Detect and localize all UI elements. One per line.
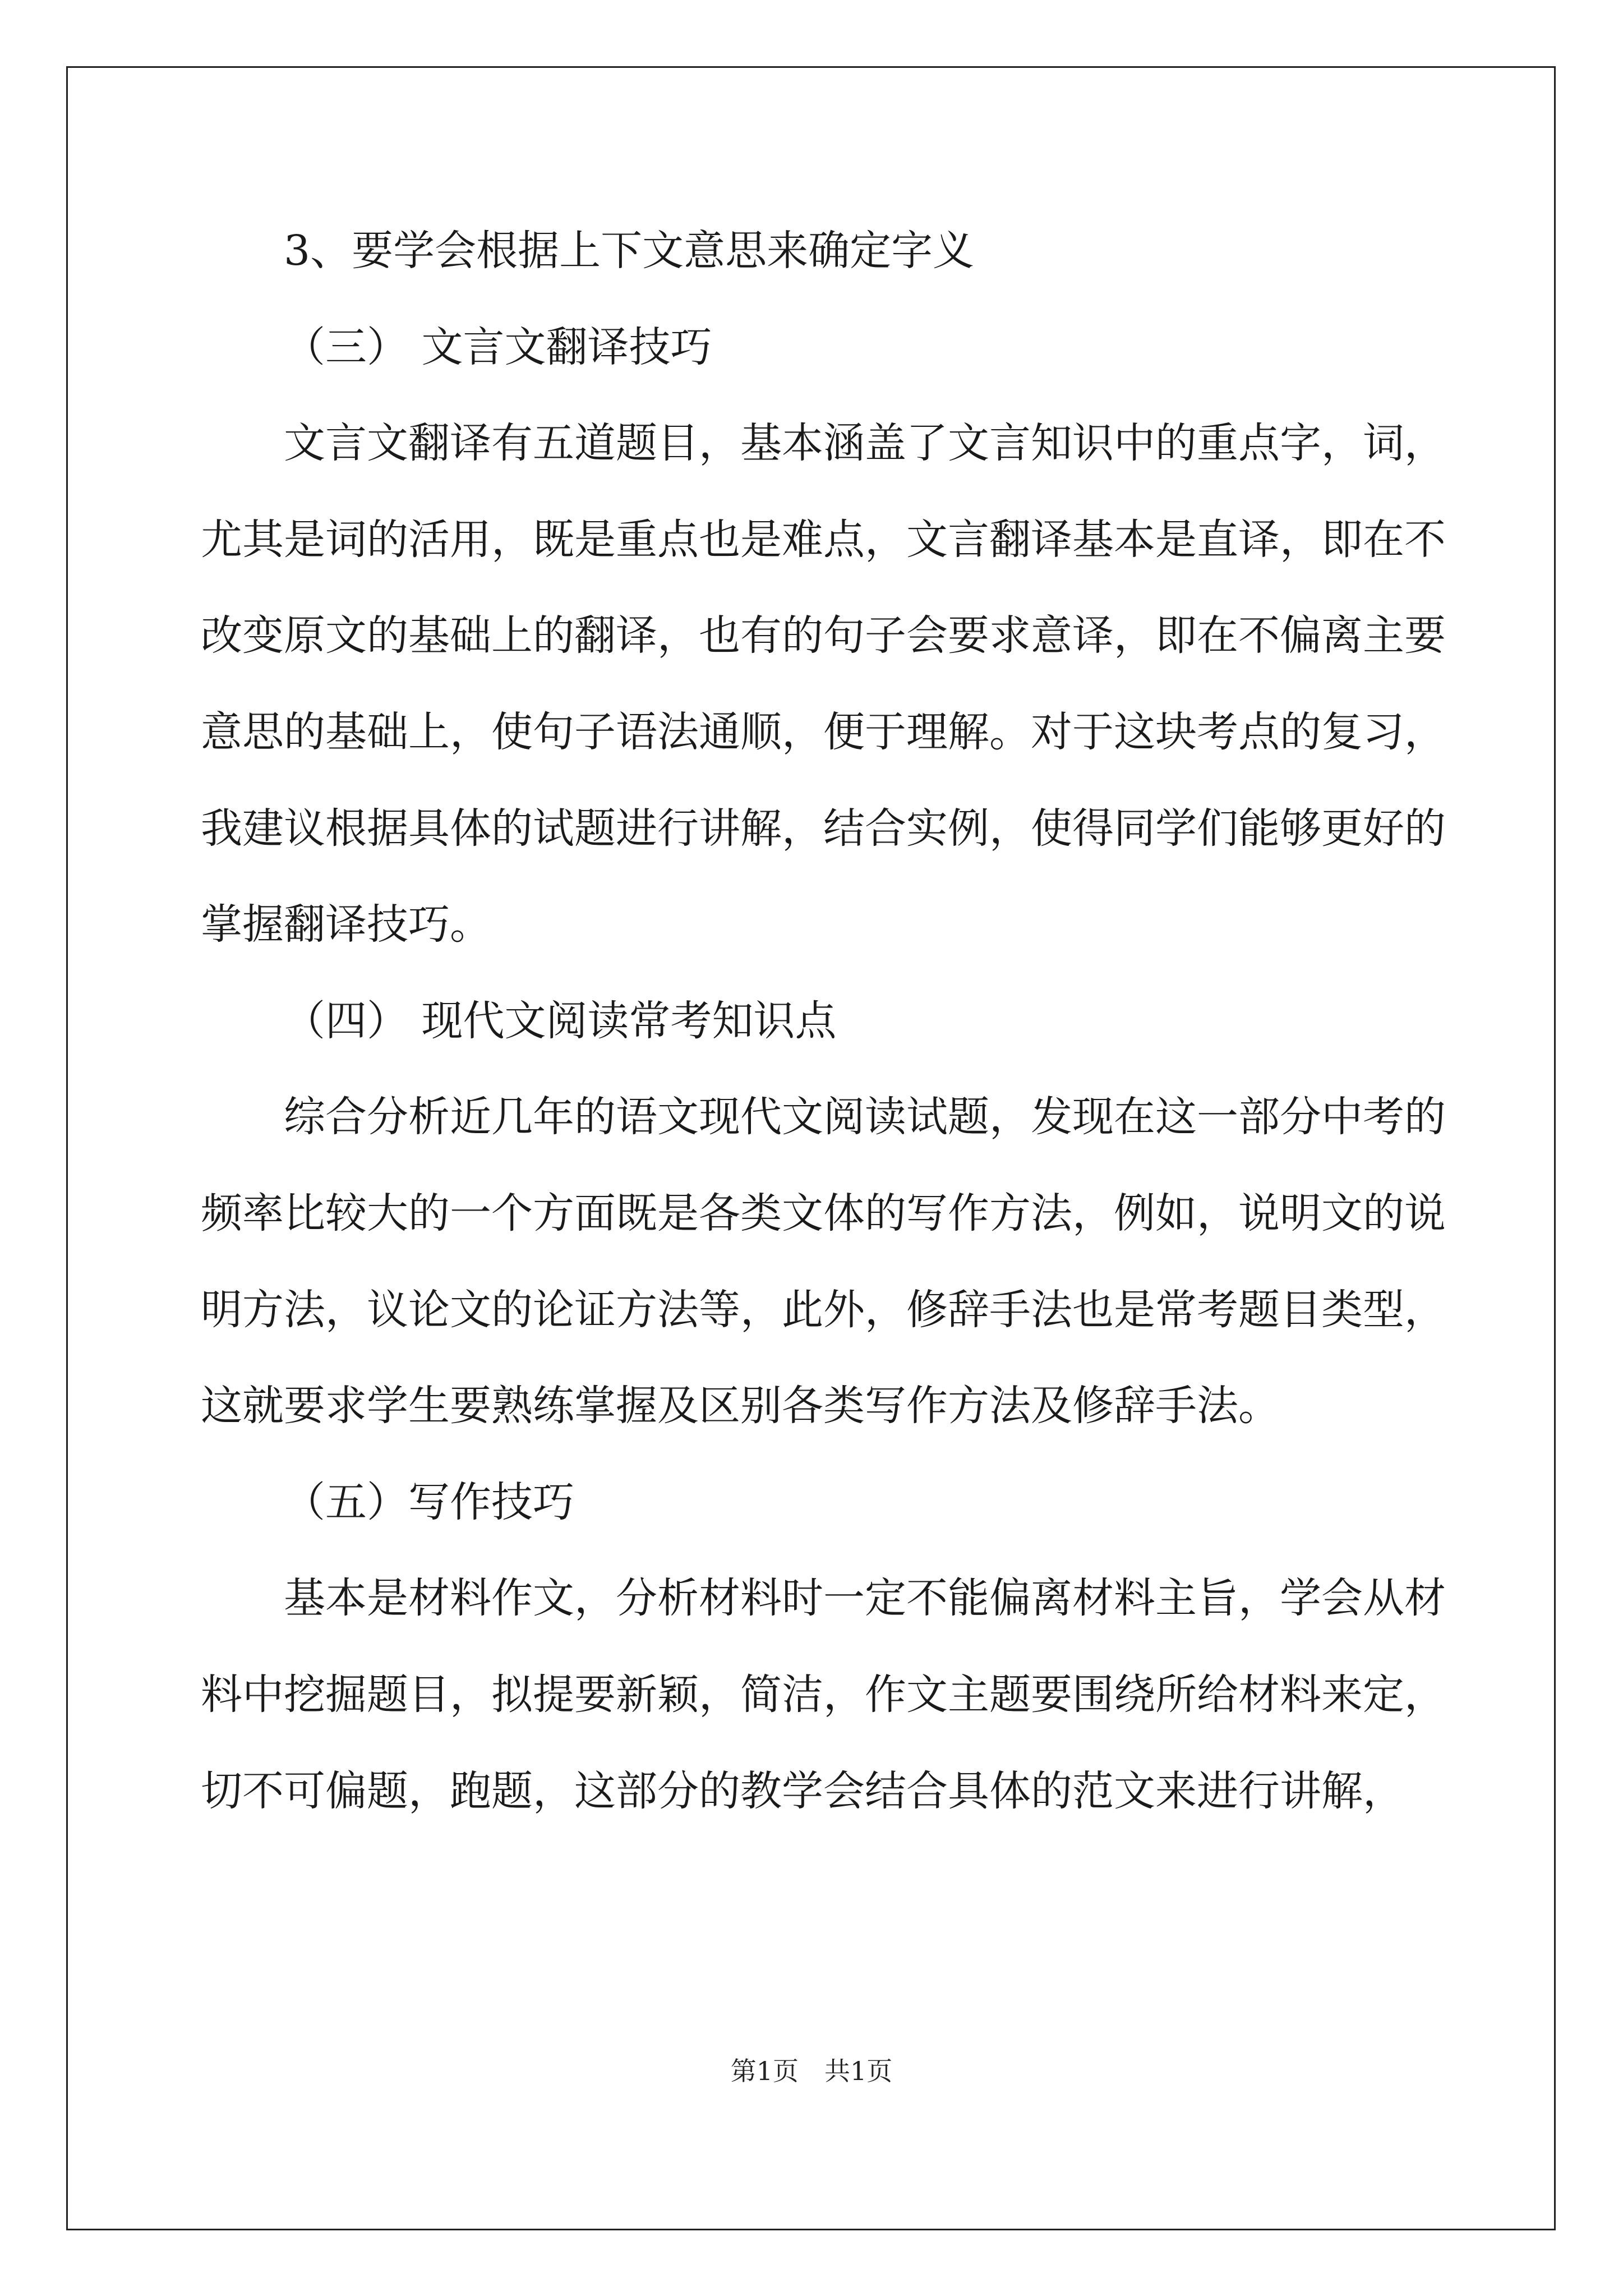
text-line: （四） 现代文阅读常考知识点 [284, 996, 837, 1045]
text-line: 料中挖掘题目，拟提要新颖，简洁，作文主题要围绕所给材料来定， [201, 1670, 1446, 1719]
text-line: 掌握翻译技巧。 [201, 900, 491, 949]
text-line: 基本是材料作文，分析材料时一定不能偏离材料主旨，学会从材 [284, 1574, 1446, 1623]
text-line: （五）写作技巧 [284, 1478, 574, 1526]
text-line: 意思的基础上，使句子语法通顺，便于理解。对于这块考点的复习， [201, 707, 1446, 756]
text-line: （三） 文言文翻译技巧 [284, 323, 712, 371]
text-line: 改变原文的基础上的翻译，也有的句子会要求意译，即在不偏离主要 [201, 611, 1446, 660]
text-line: 我建议根据具体的试题进行讲解，结合实例，使得同学们能够更好的 [201, 804, 1446, 853]
text-line: 明方法，议论文的论证方法等，此外，修辞手法也是常考题目类型， [201, 1285, 1446, 1334]
page-footer [0, 2054, 1623, 2088]
page-number-current: 第1页 [730, 2056, 799, 2086]
text-line: 文言文翻译有五道题目，基本涵盖了文言知识中的重点字，词， [284, 419, 1446, 468]
text-line: 综合分析近几年的语文现代文阅读试题，发现在这一部分中考的 [284, 1093, 1446, 1142]
text-line: 这就要求学生要熟练掌握及区别各类写作方法及修辞手法。 [201, 1382, 1280, 1430]
page-number-total: 共1页 [824, 2056, 893, 2086]
text-line: 3、要学会根据上下文意思来确定字义 [284, 227, 975, 275]
text-line: 频率比较大的一个方面既是各类文体的写作方法，例如，说明文的说 [201, 1189, 1446, 1237]
text-line: 切不可偏题，跑题，这部分的教学会结合具体的范文来进行讲解， [201, 1766, 1404, 1815]
document-body [201, 203, 1446, 1839]
text-line: 尤其是词的活用，既是重点也是难点，文言翻译基本是直译，即在不 [201, 515, 1446, 564]
